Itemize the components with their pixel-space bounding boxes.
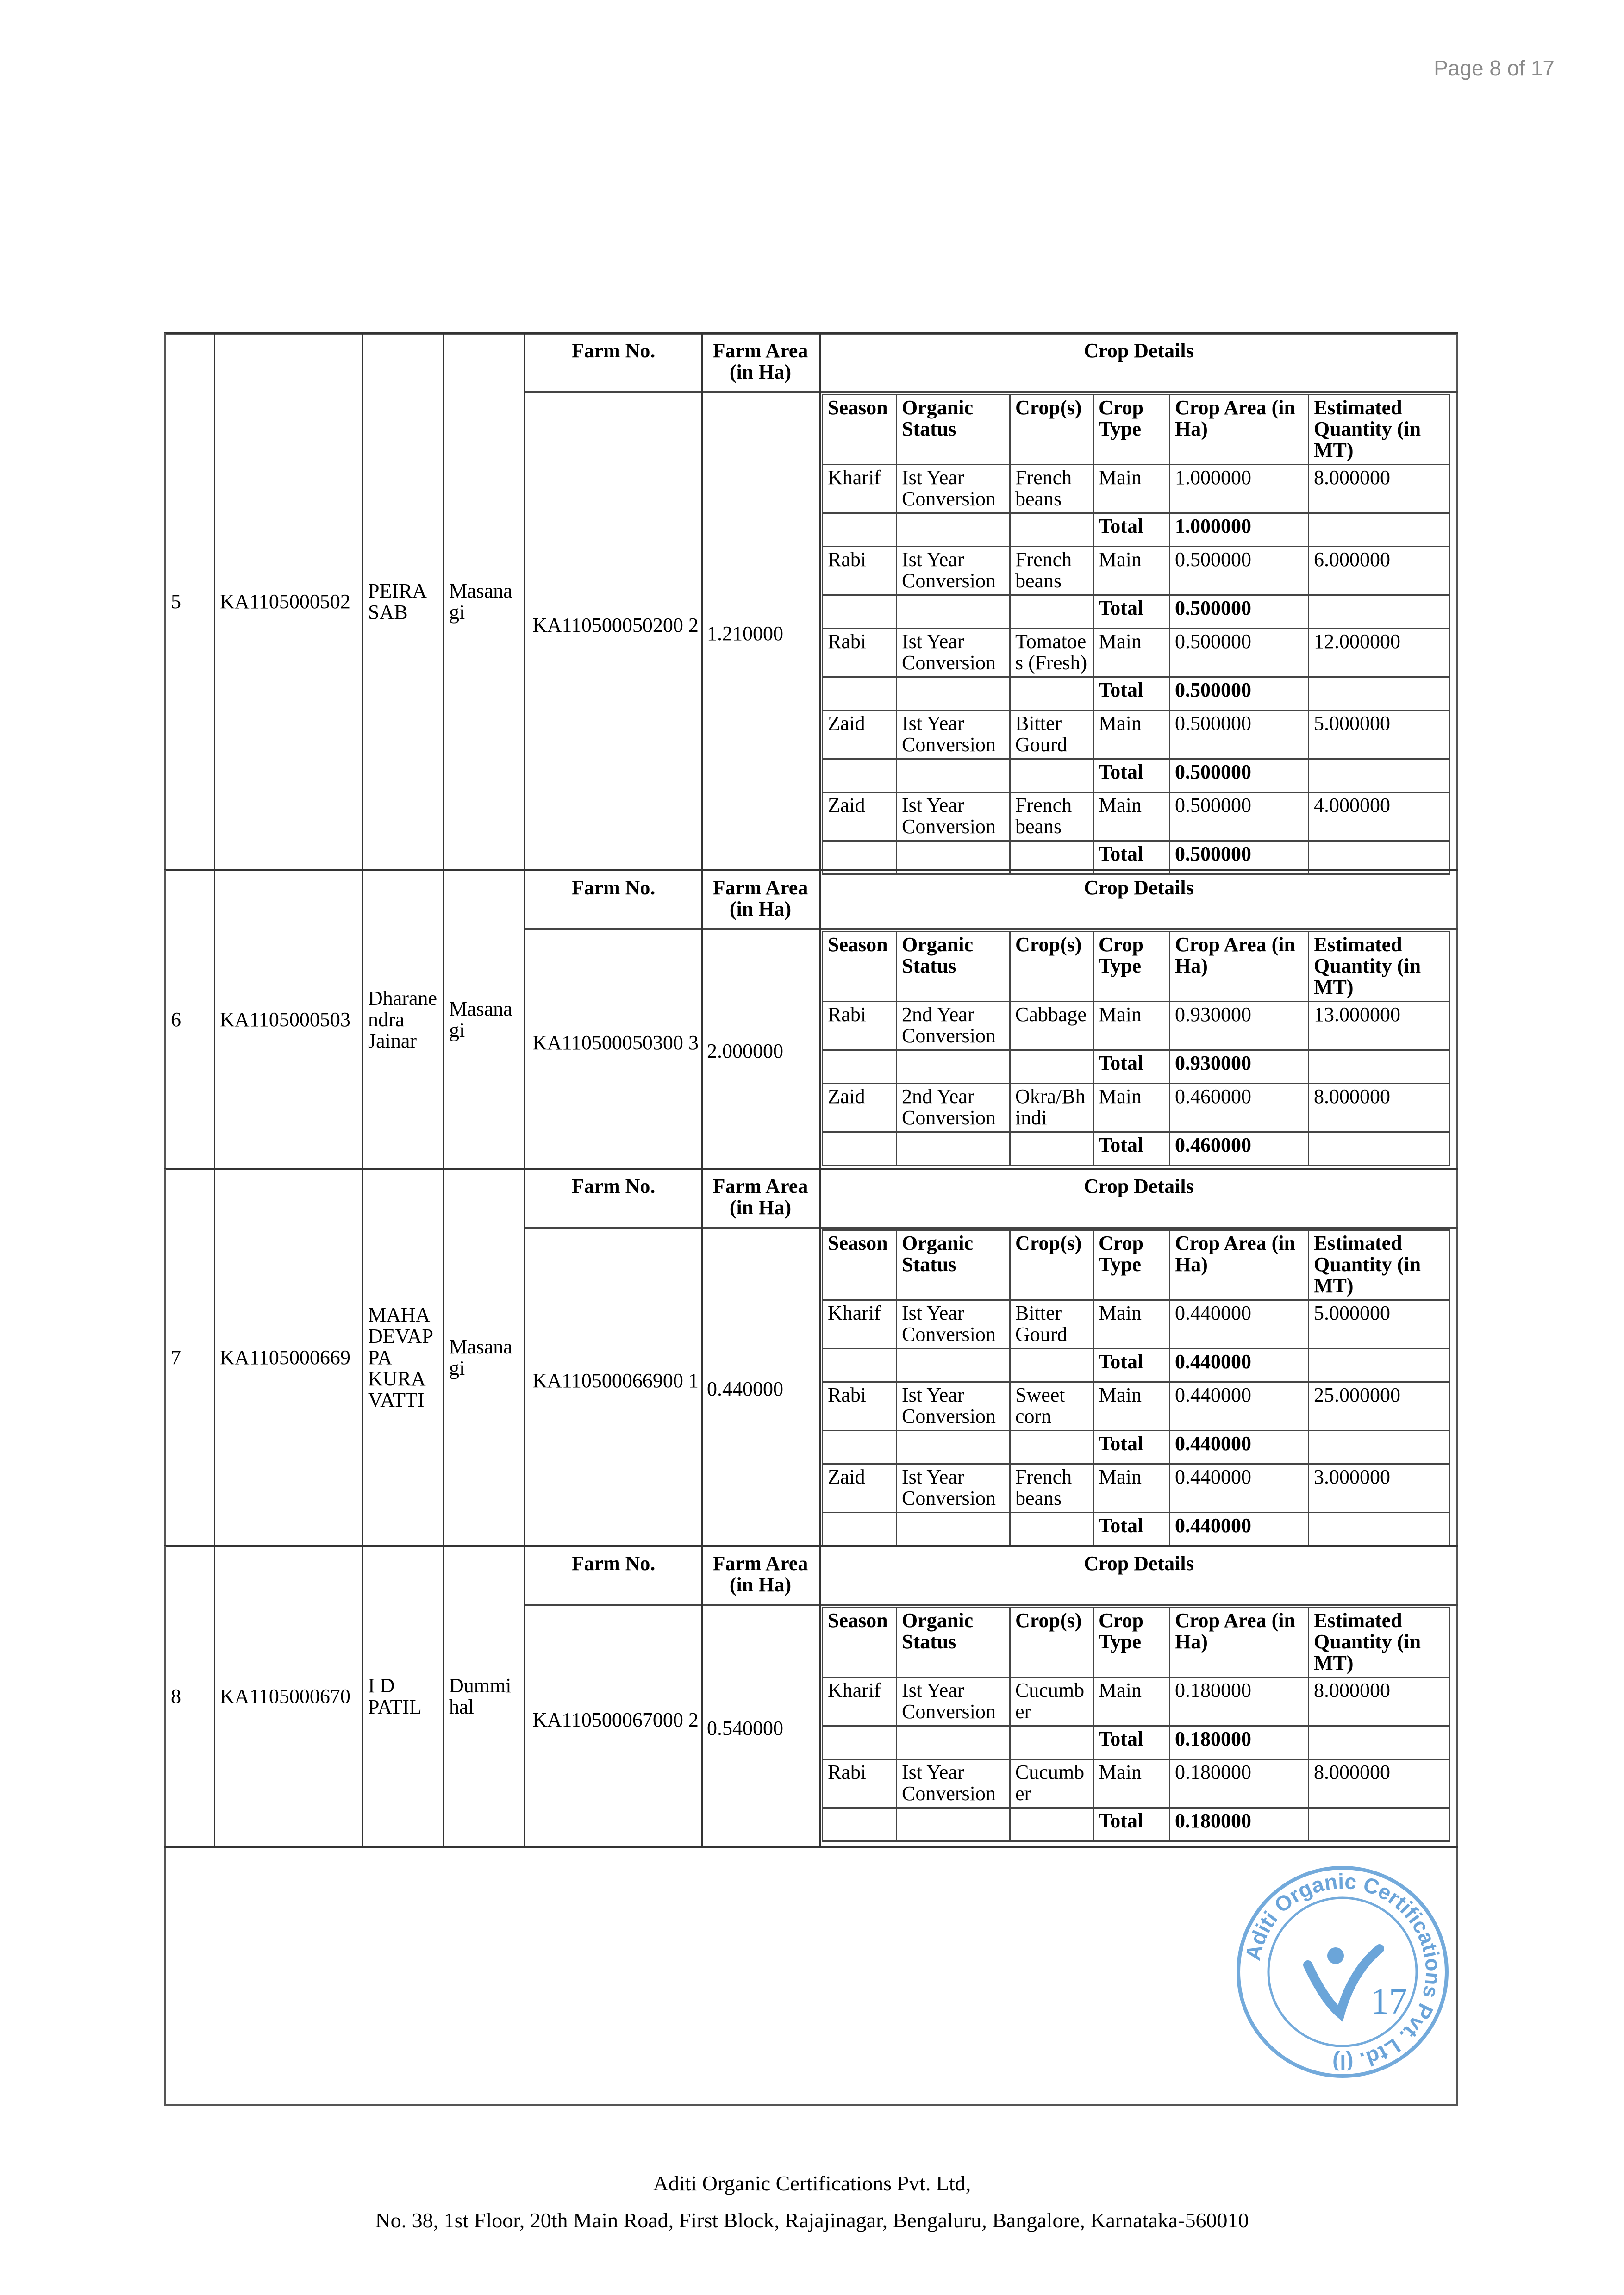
- farmer-name: [363, 333, 444, 870]
- crop-details-table: [822, 931, 1450, 1166]
- empty-cell: [897, 1431, 1010, 1464]
- farm-number: KA110500050200 2: [532, 613, 699, 636]
- column-divider: [819, 1169, 821, 1546]
- empty-cell: [897, 759, 1010, 792]
- crop-details-header: Crop Details: [1084, 1175, 1194, 1197]
- crop-details-header: Crop Details: [1084, 876, 1194, 899]
- crop-season: Kharif: [823, 465, 897, 513]
- header-underline: [525, 391, 1458, 393]
- column-divider: [819, 333, 821, 870]
- certification-stamp: [1231, 1861, 1454, 2083]
- crop-type: Main: [1093, 792, 1170, 841]
- column-divider: [701, 1169, 703, 1546]
- total-label: Total: [1093, 1808, 1170, 1841]
- crop-crop: French beans: [1010, 547, 1093, 595]
- serial-number-text: 8: [171, 1685, 181, 1708]
- col-header-season: Season: [823, 932, 897, 1002]
- farm-no-header: Farm No.: [571, 339, 656, 362]
- crop-total-row: [823, 1808, 1450, 1841]
- empty-cell: [823, 513, 897, 547]
- total-label: Total: [1093, 595, 1170, 629]
- farm-area: 2.000000: [707, 1040, 783, 1062]
- empty-cell: [823, 1050, 897, 1084]
- farmer-id: [215, 333, 363, 870]
- empty-cell: [823, 1349, 897, 1382]
- serial-number: [164, 870, 215, 1169]
- village-name-text: Masana gi: [449, 1335, 512, 1379]
- crop-qty: 3.000000: [1309, 1464, 1450, 1513]
- farm-area-header: Farm Area (in Ha): [712, 339, 808, 383]
- village-name-text: Masana gi: [449, 580, 512, 624]
- empty-cell: [1010, 1431, 1093, 1464]
- crop-status: 2nd Year Conversion: [897, 1002, 1010, 1050]
- farm-area-header: Farm Area (in Ha): [712, 876, 808, 920]
- crop-total-row: [823, 595, 1450, 629]
- crop-crop: Sweet corn: [1010, 1382, 1093, 1431]
- empty-cell: [897, 677, 1010, 711]
- crop-total-row: [823, 1726, 1450, 1759]
- total-label: Total: [1093, 677, 1170, 711]
- farmer-name: [363, 1169, 444, 1546]
- crop-area: 0.500000: [1170, 792, 1309, 841]
- crop-header-row: [823, 395, 1450, 465]
- crop-total-row: [823, 1050, 1450, 1084]
- crop-season: Kharif: [823, 1678, 897, 1726]
- empty-cell: [823, 1431, 897, 1464]
- crop-season: Rabi: [823, 1002, 897, 1050]
- col-header-crop-type: Crop Type: [1093, 1608, 1170, 1678]
- crop-crop: French beans: [1010, 1464, 1093, 1513]
- crop-crop: Cucumb er: [1010, 1759, 1093, 1808]
- crop-status: 2nd Year Conversion: [897, 1084, 1010, 1132]
- farmer-name-text: I D PATIL: [368, 1674, 422, 1718]
- farm-no-header: Farm No.: [571, 1175, 656, 1197]
- empty-cell: [1309, 1132, 1450, 1166]
- crop-area: 0.460000: [1170, 1084, 1309, 1132]
- serial-number-text: 6: [171, 1008, 181, 1031]
- crop-type: Main: [1093, 711, 1170, 759]
- empty-cell: [1309, 759, 1450, 792]
- total-label: Total: [1093, 1513, 1170, 1546]
- crop-type: Main: [1093, 1678, 1170, 1726]
- crop-status: Ist Year Conversion: [897, 1300, 1010, 1349]
- farm-number: KA110500066900 1: [532, 1369, 699, 1392]
- crop-row: [823, 547, 1450, 595]
- serial-number-text: 7: [171, 1346, 181, 1369]
- farm-area-header: Farm Area (in Ha): [712, 1552, 808, 1596]
- col-header-crops: Crop(s): [1010, 395, 1093, 465]
- empty-cell: [823, 1808, 897, 1841]
- farmer-name-text: PEIRA SAB: [368, 580, 426, 624]
- crop-area: 1.000000: [1170, 465, 1309, 513]
- stamp-number: 17: [1370, 1981, 1407, 2022]
- column-divider: [819, 870, 821, 1169]
- column-divider: [701, 870, 703, 1169]
- page-number: Page 8 of 17: [1434, 56, 1555, 80]
- col-header-crop-type: Crop Type: [1093, 932, 1170, 1002]
- crop-area: 0.500000: [1170, 711, 1309, 759]
- crop-crop: Tomatoe s (Fresh): [1010, 629, 1093, 677]
- empty-cell: [897, 1050, 1010, 1084]
- crop-row: [823, 629, 1450, 677]
- farmer-name-text: MAHA DEVAP PA KURA VATTI: [368, 1303, 433, 1411]
- empty-cell: [897, 1132, 1010, 1166]
- crop-row: [823, 792, 1450, 841]
- crop-season: Kharif: [823, 1300, 897, 1349]
- crop-status: Ist Year Conversion: [897, 465, 1010, 513]
- crop-qty: 4.000000: [1309, 792, 1450, 841]
- empty-cell: [1010, 1726, 1093, 1759]
- crop-qty: 12.000000: [1309, 629, 1450, 677]
- total-value: 0.460000: [1170, 1132, 1309, 1166]
- empty-cell: [1010, 1808, 1093, 1841]
- crop-status: Ist Year Conversion: [897, 1464, 1010, 1513]
- crop-season: Rabi: [823, 629, 897, 677]
- village-name: [444, 1169, 525, 1546]
- crop-type: Main: [1093, 465, 1170, 513]
- crop-qty: 8.000000: [1309, 465, 1450, 513]
- col-header-est-qty: Estimated Quantity (in MT): [1309, 1608, 1450, 1678]
- empty-cell: [1010, 1349, 1093, 1382]
- crop-type: Main: [1093, 1382, 1170, 1431]
- crop-total-row: [823, 677, 1450, 711]
- crop-row: [823, 1382, 1450, 1431]
- empty-cell: [1309, 1808, 1450, 1841]
- empty-cell: [897, 1726, 1010, 1759]
- farmer-id: [215, 1169, 363, 1546]
- crop-season: Zaid: [823, 1084, 897, 1132]
- col-header-est-qty: Estimated Quantity (in MT): [1309, 1230, 1450, 1300]
- crop-qty: 8.000000: [1309, 1678, 1450, 1726]
- col-header-est-qty: Estimated Quantity (in MT): [1309, 395, 1450, 465]
- stamp-text: Aditi Organic Certifications Pvt. Ltd. (I): [1240, 1869, 1446, 2075]
- crop-status: Ist Year Conversion: [897, 547, 1010, 595]
- village-name-text: Dummi hal: [449, 1674, 512, 1718]
- farmer-id-text: KA1105000503: [220, 1008, 350, 1031]
- empty-cell: [897, 595, 1010, 629]
- total-label: Total: [1093, 1431, 1170, 1464]
- header-underline: [525, 1604, 1458, 1606]
- crop-total-row: [823, 513, 1450, 547]
- crop-type: Main: [1093, 1002, 1170, 1050]
- crop-status: Ist Year Conversion: [897, 1382, 1010, 1431]
- col-header-crops: Crop(s): [1010, 932, 1093, 1002]
- empty-cell: [1010, 677, 1093, 711]
- crop-header-row: [823, 1608, 1450, 1678]
- farmer-name: [363, 1546, 444, 1847]
- empty-cell: [1309, 513, 1450, 547]
- total-value: 0.440000: [1170, 1431, 1309, 1464]
- total-label: Total: [1093, 759, 1170, 792]
- col-header-crop-type: Crop Type: [1093, 395, 1170, 465]
- empty-cell: [1309, 1431, 1450, 1464]
- empty-cell: [823, 677, 897, 711]
- crop-season: Rabi: [823, 1759, 897, 1808]
- total-value: 0.440000: [1170, 1513, 1309, 1546]
- empty-cell: [823, 1132, 897, 1166]
- crop-details-header: Crop Details: [1084, 339, 1194, 362]
- col-header-est-qty: Estimated Quantity (in MT): [1309, 932, 1450, 1002]
- crop-type: Main: [1093, 1300, 1170, 1349]
- crop-qty: 6.000000: [1309, 547, 1450, 595]
- total-value: 0.180000: [1170, 1808, 1309, 1841]
- total-value: 0.500000: [1170, 677, 1309, 711]
- total-value: 0.440000: [1170, 1349, 1309, 1382]
- crop-header-row: [823, 1230, 1450, 1300]
- farmer-id: [215, 870, 363, 1169]
- crop-crop: Cabbage: [1010, 1002, 1093, 1050]
- crop-area: 0.500000: [1170, 629, 1309, 677]
- total-value: 1.000000: [1170, 513, 1309, 547]
- crop-qty: 8.000000: [1309, 1084, 1450, 1132]
- village-name: [444, 1546, 525, 1847]
- col-header-season: Season: [823, 1608, 897, 1678]
- total-value: 0.180000: [1170, 1726, 1309, 1759]
- crop-details-header: Crop Details: [1084, 1552, 1194, 1575]
- empty-cell: [897, 1513, 1010, 1546]
- crop-row: [823, 1678, 1450, 1726]
- farm-no-header: Farm No.: [571, 876, 656, 899]
- empty-cell: [1010, 513, 1093, 547]
- farm-area: 0.540000: [707, 1716, 783, 1740]
- total-label: Total: [1093, 513, 1170, 547]
- crop-total-row: [823, 759, 1450, 792]
- empty-cell: [1010, 1513, 1093, 1546]
- empty-cell: [1010, 595, 1093, 629]
- crop-total-row: [823, 1132, 1450, 1166]
- crop-type: Main: [1093, 1759, 1170, 1808]
- serial-number: [164, 333, 215, 870]
- total-label: Total: [1093, 1726, 1170, 1759]
- crop-row: [823, 711, 1450, 759]
- empty-cell: [1309, 595, 1450, 629]
- crop-area: 0.500000: [1170, 547, 1309, 595]
- column-divider: [819, 1546, 821, 1847]
- farm-number: KA110500050300 3: [532, 1031, 699, 1054]
- crop-area: 0.930000: [1170, 1002, 1309, 1050]
- empty-cell: [897, 1349, 1010, 1382]
- col-header-organic-status: Organic Status: [897, 1230, 1010, 1300]
- serial-number: [164, 1169, 215, 1546]
- column-divider: [701, 333, 703, 870]
- crop-row: [823, 1464, 1450, 1513]
- total-value: 0.930000: [1170, 1050, 1309, 1084]
- col-header-crop-area: Crop Area (in Ha): [1170, 932, 1309, 1002]
- empty-cell: [1309, 1726, 1450, 1759]
- crop-total-row: [823, 1349, 1450, 1382]
- empty-cell: [897, 513, 1010, 547]
- header-underline: [525, 1227, 1458, 1229]
- footer-company: Aditi Organic Certifications Pvt. Ltd,: [653, 2171, 971, 2195]
- village-name-text: Masana gi: [449, 997, 512, 1041]
- village-name: [444, 333, 525, 870]
- crop-crop: Cucumb er: [1010, 1678, 1093, 1726]
- crop-row: [823, 1300, 1450, 1349]
- footer-address: No. 38, 1st Floor, 20th Main Road, First Block, Rajajinagar, Bengaluru, Bangalore, Karnataka-560010: [375, 2208, 1249, 2232]
- crop-total-row: [823, 1431, 1450, 1464]
- crop-header-row: [823, 932, 1450, 1002]
- crop-season: Rabi: [823, 547, 897, 595]
- total-value: 0.500000: [1170, 595, 1309, 629]
- col-header-crop-type: Crop Type: [1093, 1230, 1170, 1300]
- crop-crop: Okra/Bh indi: [1010, 1084, 1093, 1132]
- col-header-organic-status: Organic Status: [897, 932, 1010, 1002]
- crop-crop: Bitter Gourd: [1010, 1300, 1093, 1349]
- crop-season: Rabi: [823, 1382, 897, 1431]
- farmer-id-text: KA1105000502: [220, 590, 350, 613]
- empty-cell: [823, 1513, 897, 1546]
- empty-cell: [897, 1808, 1010, 1841]
- empty-cell: [1309, 1349, 1450, 1382]
- crop-details-table: [822, 394, 1450, 875]
- total-label: Total: [1093, 841, 1170, 874]
- total-label: Total: [1093, 1349, 1170, 1382]
- empty-cell: [1010, 1132, 1093, 1166]
- crop-status: Ist Year Conversion: [897, 792, 1010, 841]
- crop-status: Ist Year Conversion: [897, 1759, 1010, 1808]
- total-label: Total: [1093, 1050, 1170, 1084]
- total-value: 0.500000: [1170, 759, 1309, 792]
- farm-number: KA110500067000 2: [532, 1708, 699, 1731]
- header-underline: [525, 928, 1458, 930]
- crop-row: [823, 1002, 1450, 1050]
- col-header-season: Season: [823, 395, 897, 465]
- col-header-crop-area: Crop Area (in Ha): [1170, 1608, 1309, 1678]
- crop-status: Ist Year Conversion: [897, 711, 1010, 759]
- empty-cell: [823, 759, 897, 792]
- crop-details-table: [822, 1607, 1450, 1842]
- crop-row: [823, 1759, 1450, 1808]
- total-label: Total: [1093, 1132, 1170, 1166]
- crop-area: 0.440000: [1170, 1300, 1309, 1349]
- col-header-crop-area: Crop Area (in Ha): [1170, 395, 1309, 465]
- crop-type: Main: [1093, 1084, 1170, 1132]
- crop-qty: 13.000000: [1309, 1002, 1450, 1050]
- crop-row: [823, 1084, 1450, 1132]
- serial-number-text: 5: [171, 590, 181, 613]
- farmer-name: [363, 870, 444, 1169]
- crop-details-table: [822, 1229, 1450, 1547]
- crop-qty: 25.000000: [1309, 1382, 1450, 1431]
- serial-number: [164, 1546, 215, 1847]
- crop-crop: French beans: [1010, 465, 1093, 513]
- empty-cell: [1010, 1050, 1093, 1084]
- farm-area: 1.210000: [707, 622, 783, 645]
- col-header-season: Season: [823, 1230, 897, 1300]
- farm-no-header: Farm No.: [571, 1552, 656, 1575]
- crop-crop: Bitter Gourd: [1010, 711, 1093, 759]
- empty-cell: [1010, 759, 1093, 792]
- crop-total-row: [823, 1513, 1450, 1546]
- crop-qty: 5.000000: [1309, 711, 1450, 759]
- crop-area: 0.180000: [1170, 1678, 1309, 1726]
- crop-type: Main: [1093, 1464, 1170, 1513]
- empty-cell: [1309, 1050, 1450, 1084]
- empty-cell: [823, 595, 897, 629]
- crop-status: Ist Year Conversion: [897, 629, 1010, 677]
- crop-type: Main: [1093, 629, 1170, 677]
- farmer-name-text: Dharane ndra Jainar: [368, 986, 437, 1052]
- empty-cell: [823, 1726, 897, 1759]
- total-value: 0.500000: [1170, 841, 1309, 874]
- col-header-crops: Crop(s): [1010, 1230, 1093, 1300]
- empty-cell: [1309, 677, 1450, 711]
- crop-qty: 5.000000: [1309, 1300, 1450, 1349]
- col-header-organic-status: Organic Status: [897, 1608, 1010, 1678]
- crop-area: 0.180000: [1170, 1759, 1309, 1808]
- row-separator: [164, 1846, 1458, 1848]
- col-header-organic-status: Organic Status: [897, 395, 1010, 465]
- farmer-id-text: KA1105000669: [220, 1346, 350, 1369]
- crop-status: Ist Year Conversion: [897, 1678, 1010, 1726]
- col-header-crop-area: Crop Area (in Ha): [1170, 1230, 1309, 1300]
- farmer-id-text: KA1105000670: [220, 1685, 350, 1708]
- village-name: [444, 870, 525, 1169]
- crop-row: [823, 465, 1450, 513]
- farm-area: 0.440000: [707, 1378, 783, 1400]
- crop-qty: 8.000000: [1309, 1759, 1450, 1808]
- farmer-id: [215, 1546, 363, 1847]
- crop-season: Zaid: [823, 711, 897, 759]
- farm-area-header: Farm Area (in Ha): [712, 1175, 808, 1219]
- crop-area: 0.440000: [1170, 1464, 1309, 1513]
- empty-cell: [1309, 1513, 1450, 1546]
- crop-crop: French beans: [1010, 792, 1093, 841]
- crop-area: 0.440000: [1170, 1382, 1309, 1431]
- crop-season: Zaid: [823, 792, 897, 841]
- crop-type: Main: [1093, 547, 1170, 595]
- svg-text:Aditi Organic Certifications P: [1241, 1869, 1446, 2075]
- crop-season: Zaid: [823, 1464, 897, 1513]
- col-header-crops: Crop(s): [1010, 1608, 1093, 1678]
- column-divider: [701, 1546, 703, 1847]
